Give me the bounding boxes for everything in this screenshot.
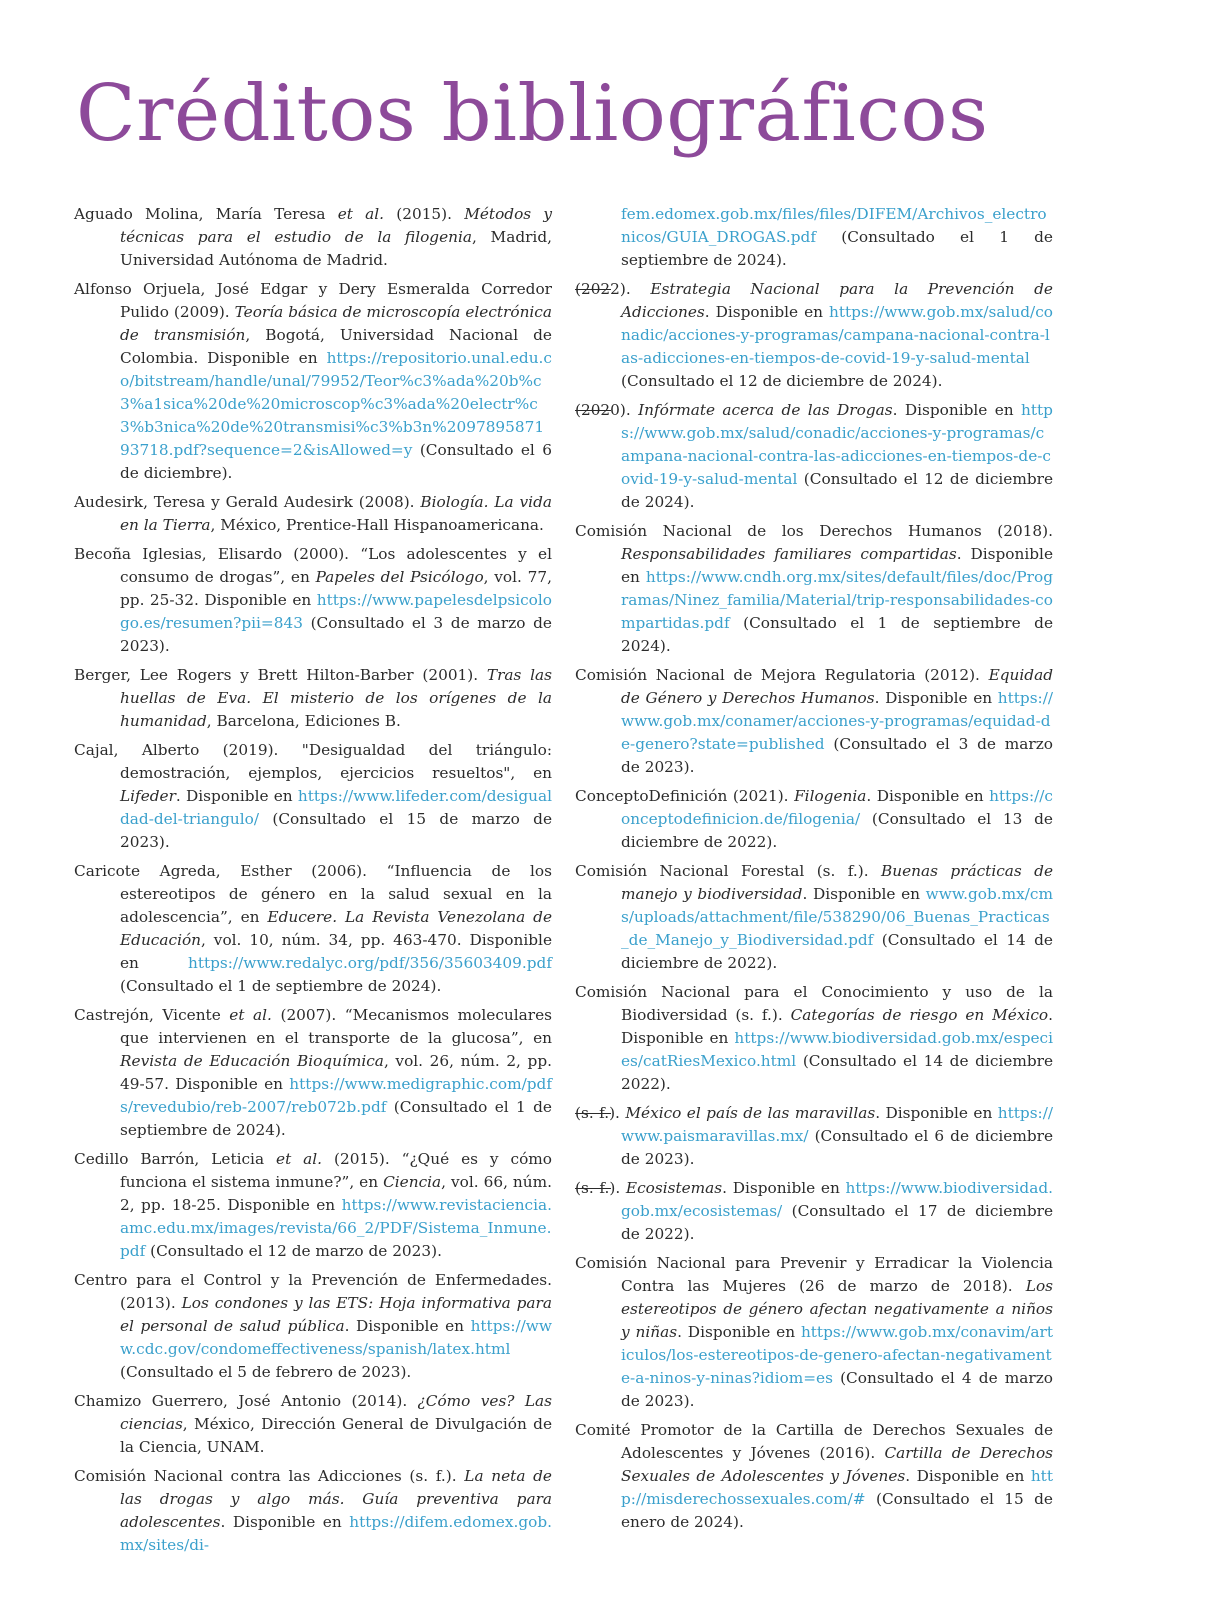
right-column [575,203,1053,1540]
reference-italic-title: Tras las huellas de Eva. El misterio de los orígenes de la humanidad [120,666,552,730]
reference-italic-title: Métodos y técnicas para el estudio de la filogenia [120,205,553,246]
reference-text: (Consultado el 5 de febrero de 2023). [120,1363,412,1381]
reference-link[interactable]: https://www.medigraphic.com/pdfs/revedubio/reb-2007/reb072b.pdf [120,1075,552,1116]
reference-text: , vol. 77, pp. 25-32. Disponible en [120,568,552,609]
reference-text: ConceptoDefinición (2021). [575,787,795,805]
reference-text: (Consultado el 1 de septiembre de 2024). [621,614,1053,655]
reference-text: Becoña Iglesias, Elisardo (2000). “Los adolescentes y el consumo de drogas”, en [74,545,552,586]
reference-text: (2015). [384,205,465,223]
reference-entry [74,1465,552,1557]
reference-entry [575,1102,1053,1171]
reference-text: (Consultado el 3 de marzo de 2023). [120,614,552,655]
reference-text: Comisión Nacional de Mejora Regulatoria (2012). [575,666,989,684]
reference-entry [74,278,552,485]
reference-entry [74,491,552,537]
reference-text: . Disponible en [677,1323,801,1341]
reference-italic-title: Buenas prácticas de manejo y biodiversidad [621,862,1053,903]
reference-entry [74,860,552,998]
reference-text: (s. f.). [575,1179,626,1197]
reference-text: Audesirk, Teresa y Gerald Audesirk (2008). [74,493,421,511]
reference-entry [74,1269,552,1384]
reference-italic-title: Filogenia [794,787,867,805]
reference-text: Caricote Agreda, Esther (2006). “Influencia de los estereotipos de género en la salud sexual en la adolescencia”, en [74,862,552,926]
reference-text: (2015). “¿Qué es y cómo funciona el sistema inmune?”, en [120,1150,553,1191]
reference-link[interactable]: https://www.biodiversidad.gob.mx/especies/catRiesMexico.html [621,1029,1053,1070]
reference-text: (2022). [575,280,651,298]
reference-link[interactable]: https://www.gob.mx/conamer/acciones-y-programas/equidad-de-genero?state=published [621,689,1053,753]
reference-text: (Consultado el 4 de marzo de 2023). [621,1369,1053,1410]
reference-text: . Disponible en [802,885,926,903]
reference-text: Castrejón, Vicente [74,1006,230,1024]
reference-link[interactable]: www.gob.mx/cms/uploads/attachment/file/538290/06_Buenas_Practicas_de_Manejo_y_Biodiversidad.pdf [621,885,1053,949]
reference-text: (Consultado el 12 de diciembre de 2024). [621,372,943,390]
reference-link[interactable]: https://www.papelesdelpsicologo.es/resumen?pii=843 [120,591,552,632]
reference-entry [575,981,1053,1096]
reference-link[interactable]: fem.edomex.gob.mx/files/files/DIFEM/Archivos_electronicos/GUIA_DROGAS.pdf [621,205,1047,246]
reference-text: . Disponible en [874,689,998,707]
reference-text: Chamizo Guerrero, José Antonio (2014). [74,1392,418,1410]
reference-text: . Disponible en [722,1179,846,1197]
reference-continuation [575,203,1053,272]
reference-entry [74,664,552,733]
reference-italic-title: Biología. La vida en la Tierra [120,493,552,534]
reference-text: (2020). [575,401,639,419]
reference-text: . Disponible en [892,401,1022,419]
reference-text: Comisión Nacional de los Derechos Humanos (2018). [575,522,1053,540]
reference-text: , vol. 66, núm. 2, pp. 18-25. Disponible en [120,1173,552,1214]
reference-link[interactable]: https://www.cdc.gov/condomeffectiveness/spanish/latex.html [120,1317,552,1358]
reference-text: (Consultado el 1 de septiembre de 2024). [621,228,1053,269]
reference-entry [74,203,552,272]
reference-text: (s. f.). [575,1104,626,1122]
reference-text: , Bogotá, Universidad Nacional de Colombia. Disponible en [120,326,552,367]
reference-link[interactable]: https://conceptodefinicion.de/filogenia/ [621,787,1053,828]
reference-text: . Disponible en [875,1104,998,1122]
reference-italic-title: et al. [337,205,385,223]
reference-link[interactable]: http://misderechossexuales.com/# [621,1467,1053,1508]
reference-text: Comisión Nacional para el Conocimiento y uso de la Biodiversidad (s. f.). [575,983,1053,1024]
reference-link[interactable]: https://www.redalyc.org/pdf/356/35603409.pdf [187,954,552,972]
reference-text: (Consultado el 6 de diciembre de 2023). [621,1127,1053,1168]
reference-link[interactable]: https://www.lifeder.com/desigualdad-del-triangulo/ [120,787,552,828]
reference-italic-title: Papeles del Psicólogo [315,568,484,586]
reference-text: . Disponible en [621,1006,1053,1047]
reference-italic-title: Categorías de riesgo en México [790,1006,1049,1024]
reference-text: . Disponible en [621,545,1053,586]
reference-text: Berger, Lee Rogers y Brett Hilton-Barber (2001). [74,666,487,684]
reference-entry [74,543,552,658]
reference-text: , Barcelona, Ediciones B. [206,712,401,730]
reference-text: . Disponible en [905,1467,1031,1485]
reference-link[interactable]: https://repositorio.unal.edu.co/bitstream/handle/unal/79952/Teor%c3%ada%20b%c3%a1sica%20de%20microscop%c3%ada%20electr%c3%b3nica%20de%20transmisi%c3%b3n%209789587193718.pdf?sequence=2&isAllowed=y [120,349,552,459]
reference-text: . Disponible en [344,1317,471,1335]
reference-entry [575,785,1053,854]
reference-text: (2007). “Mecanismos moleculares que intervienen en el transporte de la glucosa”, en [120,1006,552,1047]
reference-entry [575,1252,1053,1413]
repeated-author-dash [575,1113,611,1114]
reference-italic-title: Cartilla de Derechos Sexuales de Adolescentes y Jóvenes [621,1444,1053,1485]
reference-italic-title: ¿Cómo ves? Las ciencias [120,1392,552,1433]
reference-text: (Consultado el 1 de septiembre de 2024). [120,1098,552,1139]
reference-link[interactable]: https://www.biodiversidad.gob.mx/ecosistemas/ [621,1179,1053,1220]
repeated-author-dash [575,1188,611,1189]
reference-text: , Madrid, Universidad Autónoma de Madrid. [120,228,552,269]
reference-text: (Consultado el 12 de diciembre de 2024). [621,470,1053,511]
reference-text: (Consultado el 13 de diciembre de 2022). [621,810,1053,851]
reference-italic-title: Equidad de Género y Derechos Humanos [621,666,1053,707]
reference-entry [575,278,1053,393]
reference-text: (Consultado el 14 de diciembre 2022). [621,1052,1053,1093]
reference-text: , vol. 26, núm. 2, pp. 49-57. Disponible en [120,1052,552,1093]
reference-text: Comisión Nacional contra las Adicciones (s. f.). [74,1467,465,1485]
reference-italic-title: Educere. La Revista Venezolana de Educación [120,908,552,949]
reference-text: (Consultado el 15 de marzo de 2023). [120,810,552,851]
reference-italic-title: México el país de las maravillas [625,1104,876,1122]
repeated-author-dash [575,289,611,290]
reference-text: Cedillo Barrón, Leticia [74,1150,277,1168]
reference-italic-title: Revista de Educación Bioquímica [120,1052,384,1070]
reference-link[interactable]: https://www.gob.mx/salud/conadic/acciones-y-programas/campana-nacional-contra-las-adicciones-en-tiempos-de-covid-19-y-salud-mental [621,401,1053,488]
reference-text: (Consultado el 3 de marzo de 2023). [621,735,1053,776]
reference-text: (Consultado el 1 de septiembre de 2024). [120,977,442,995]
reference-italic-title: Infórmate acerca de las Drogas [638,401,893,419]
reference-italic-title: La neta de las drogas y algo más. Guía preventiva para adolescentes [120,1467,552,1531]
reference-italic-title: Teoría básica de microscopía electrónica de transmisión [120,303,552,344]
repeated-author-dash [575,410,611,411]
reference-text: Comisión Nacional Forestal (s. f.). [575,862,882,880]
reference-text: , México, Dirección General de Divulgación de la Ciencia, UNAM. [120,1415,552,1456]
reference-text: (Consultado el 12 de marzo de 2023). [145,1242,442,1260]
reference-link[interactable]: https://difem.edomex.gob.mx/sites/di- [120,1513,552,1554]
reference-text: . Disponible en [175,787,298,805]
reference-italic-title: Estrategia Nacional para la Prevención de Adicciones [621,280,1053,321]
reference-italic-title: et al. [229,1006,272,1024]
reference-link[interactable]: https://www.gob.mx/conavim/articulos/los-estereotipos-de-genero-afectan-negativamente-a-ninos-y-ninas?idiom=es [621,1323,1053,1387]
reference-entry [575,520,1053,658]
reference-link[interactable]: https://www.gob.mx/salud/conadic/acciones-y-programas/campana-nacional-contra-las-adicciones-en-tiempos-de-covid-19-y-salud-mental [621,303,1053,367]
reference-entry [575,1419,1053,1534]
reference-text: Cajal, Alberto (2019). "Desigualdad del triángulo: demostración, ejemplos, ejercicios resueltos", en [74,741,552,782]
reference-entry [74,739,552,854]
reference-entry [575,664,1053,779]
reference-italic-title: Los condones y las ETS: Hoja informativa para el personal de salud pública [120,1294,552,1335]
reference-link[interactable]: https://www.revistaciencia.amc.edu.mx/images/revista/66_2/PDF/Sistema_Inmune.pdf [120,1196,552,1260]
reference-italic-title: Los estereotipos de género afectan negativamente a niños y niñas [621,1277,1053,1341]
reference-entry [74,1148,552,1263]
reference-entry [575,1177,1053,1246]
page-title: Créditos bibliográficos [76,69,989,159]
reference-text: . Disponible en [704,303,830,321]
reference-italic-title: Responsabilidades familiares compartidas [621,545,957,563]
reference-text: Aguado Molina, María Teresa [74,205,338,223]
reference-text: Centro para el Control y la Prevención de Enfermedades. (2013). [74,1271,552,1312]
reference-italic-title: Lifeder [120,787,176,805]
reference-text: (Consultado el 17 de diciembre de 2022). [621,1202,1053,1243]
reference-text: (Consultado el 14 de diciembre de 2022). [621,931,1053,972]
reference-entry [74,1390,552,1459]
reference-text: , vol. 10, núm. 34, pp. 463-470. Disponible en [120,931,552,972]
reference-text: (Consultado el 6 de diciembre). [120,441,552,482]
reference-text: . Disponible en [866,787,990,805]
reference-link[interactable]: https://www.cndh.org.mx/sites/default/files/doc/Programas/Ninez_familia/Material/trip-responsabilidades-compartidas.pdf [621,568,1053,632]
reference-text: , México, Prentice-Hall Hispanoamericana. [210,516,544,534]
left-column [74,203,552,1563]
reference-link[interactable]: https://www.paismaravillas.mx/ [621,1104,1053,1145]
reference-entry [575,399,1053,514]
reference-text: (Consultado el 15 de enero de 2024). [621,1490,1053,1531]
reference-text: Comité Promotor de la Cartilla de Derechos Sexuales de Adolescentes y Jóvenes (2016). [575,1421,1053,1462]
reference-text: Alfonso Orjuela, José Edgar y Dery Esmeralda Corredor Pulido (2009). [74,280,552,321]
reference-entry [575,860,1053,975]
reference-italic-title: et al. [276,1150,323,1168]
reference-text: . Disponible en [220,1513,350,1531]
reference-italic-title: Ecosistemas [625,1179,723,1197]
reference-italic-title: Ciencia [383,1173,442,1191]
reference-entry [74,1004,552,1142]
reference-text: Comisión Nacional para Prevenir y Erradicar la Violencia Contra las Mujeres (26 de marzo de 2018). [575,1254,1053,1295]
